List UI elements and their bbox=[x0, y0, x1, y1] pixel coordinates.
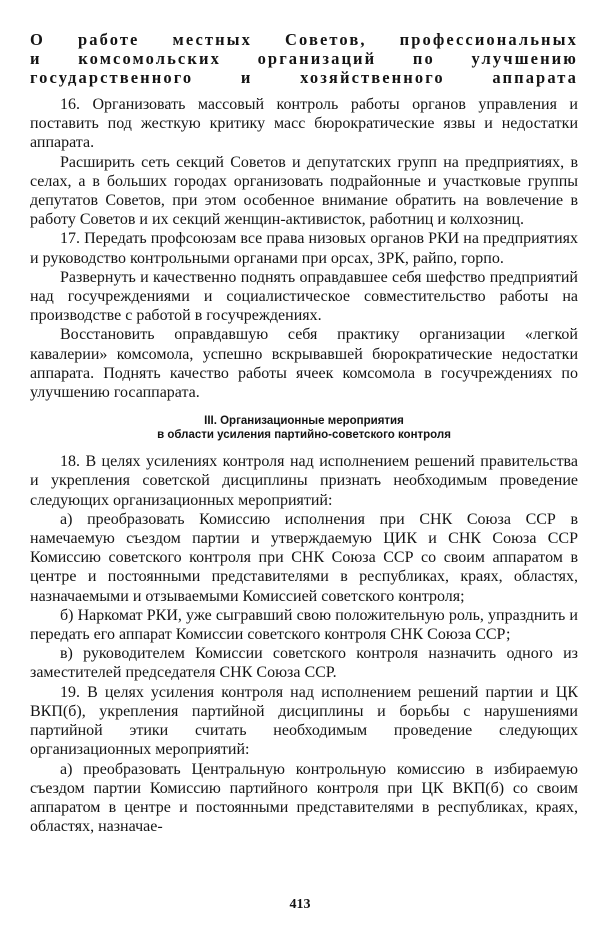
paragraph-18-b: б) Наркомат РКИ, уже сыгравший свою положительную роль, упразднить и передать его аппарат Комиссии советского контроля СНК Союза ССР; bbox=[30, 606, 578, 644]
paragraph-18: 18. В целях усилениях контроля над исполнением решений правительства и укрепления советской дисциплины признать необходимым проведение следующих организационных мероприятий: bbox=[30, 453, 578, 509]
title-line-2: и комсомольских организаций по улучшению bbox=[30, 49, 578, 68]
title-line-1: О работе местных Советов, профессиональных bbox=[30, 30, 578, 49]
document-title bbox=[30, 30, 578, 87]
paragraph-18-a: а) преобразовать Комиссию исполнения при СНК Союза ССР в намечаемую съездом партии и утверждаемую ЦИК и СНК Союза ССР Комиссию советского контроля при СНК Союза ССР со своим аппаратом в центре и постоянными представителями в республиках, краях, областях, назначаемыми и отзываемыми Комиссией советского контроля; bbox=[30, 510, 578, 605]
paragraph-17-cont-1: Развернуть и качественно поднять оправдавшее себя шефство предприятий над госучреждениями и социалистическое совместительство работы на производстве с работой в госучреждениях. bbox=[30, 268, 578, 325]
paragraph-16-cont: Расширить сеть секций Советов и депутатских групп на предприятиях, в селах, а в больших городах организовать подрайонные и участковые группы депутатов Советов, при этом особенное внимание обратить на вовлечение в работу Советов и их секций женщин-активисток, работниц и колхозниц. bbox=[30, 153, 578, 229]
paragraph-16: 16. Организовать массовый контроль работы органов управления и поставить под жесткую критику масс бюрократические язвы и недостатки аппарата. bbox=[30, 96, 578, 152]
section-heading-line-2: в области усиления партийно-советского контроля bbox=[157, 429, 451, 442]
paragraph-17-cont-2: Восстановить оправдавшую себя практику организации «легкой кавалерии» комсомола, успешно вскрывавшей бюрократические недостатки аппарата. Поднять качество работы ячеек комсомола в госучреждениях по улучшению госаппарата. bbox=[30, 326, 578, 402]
paragraph-18-c: в) руководителем Комиссии советского контроля назначить одного из заместителей председателя СНК Союза ССР. bbox=[30, 645, 578, 682]
paragraph-19: 19. В целях усиления контроля над исполнением решений партии и ЦК ВКП(б), укрепления партийной дисциплины и борьбы с нарушениями партийной этики считать необходимым проведение следующих организационных мероприятий: bbox=[30, 683, 578, 759]
title-line-3: государственного и хозяйственного аппарата bbox=[30, 68, 578, 87]
section-heading-line-1: III. Организационные мероприятия bbox=[204, 415, 404, 428]
paragraph-19-a: а) преобразовать Центральную контрольную комиссию в избираемую съездом партии Комиссию партийного контроля при ЦК ВКП(б) со своим аппаратом в центре и постоянными представителями в республиках, краях, областях, назначае- bbox=[30, 760, 578, 836]
document-page bbox=[30, 30, 578, 836]
section-heading bbox=[30, 414, 578, 442]
paragraph-17: 17. Передать профсоюзам все права низовых органов РКИ на предприятиях и руководство контрольными органами при орсах, ЗРК, райпо, горпо. bbox=[30, 230, 578, 267]
page-number: 413 bbox=[289, 897, 311, 912]
